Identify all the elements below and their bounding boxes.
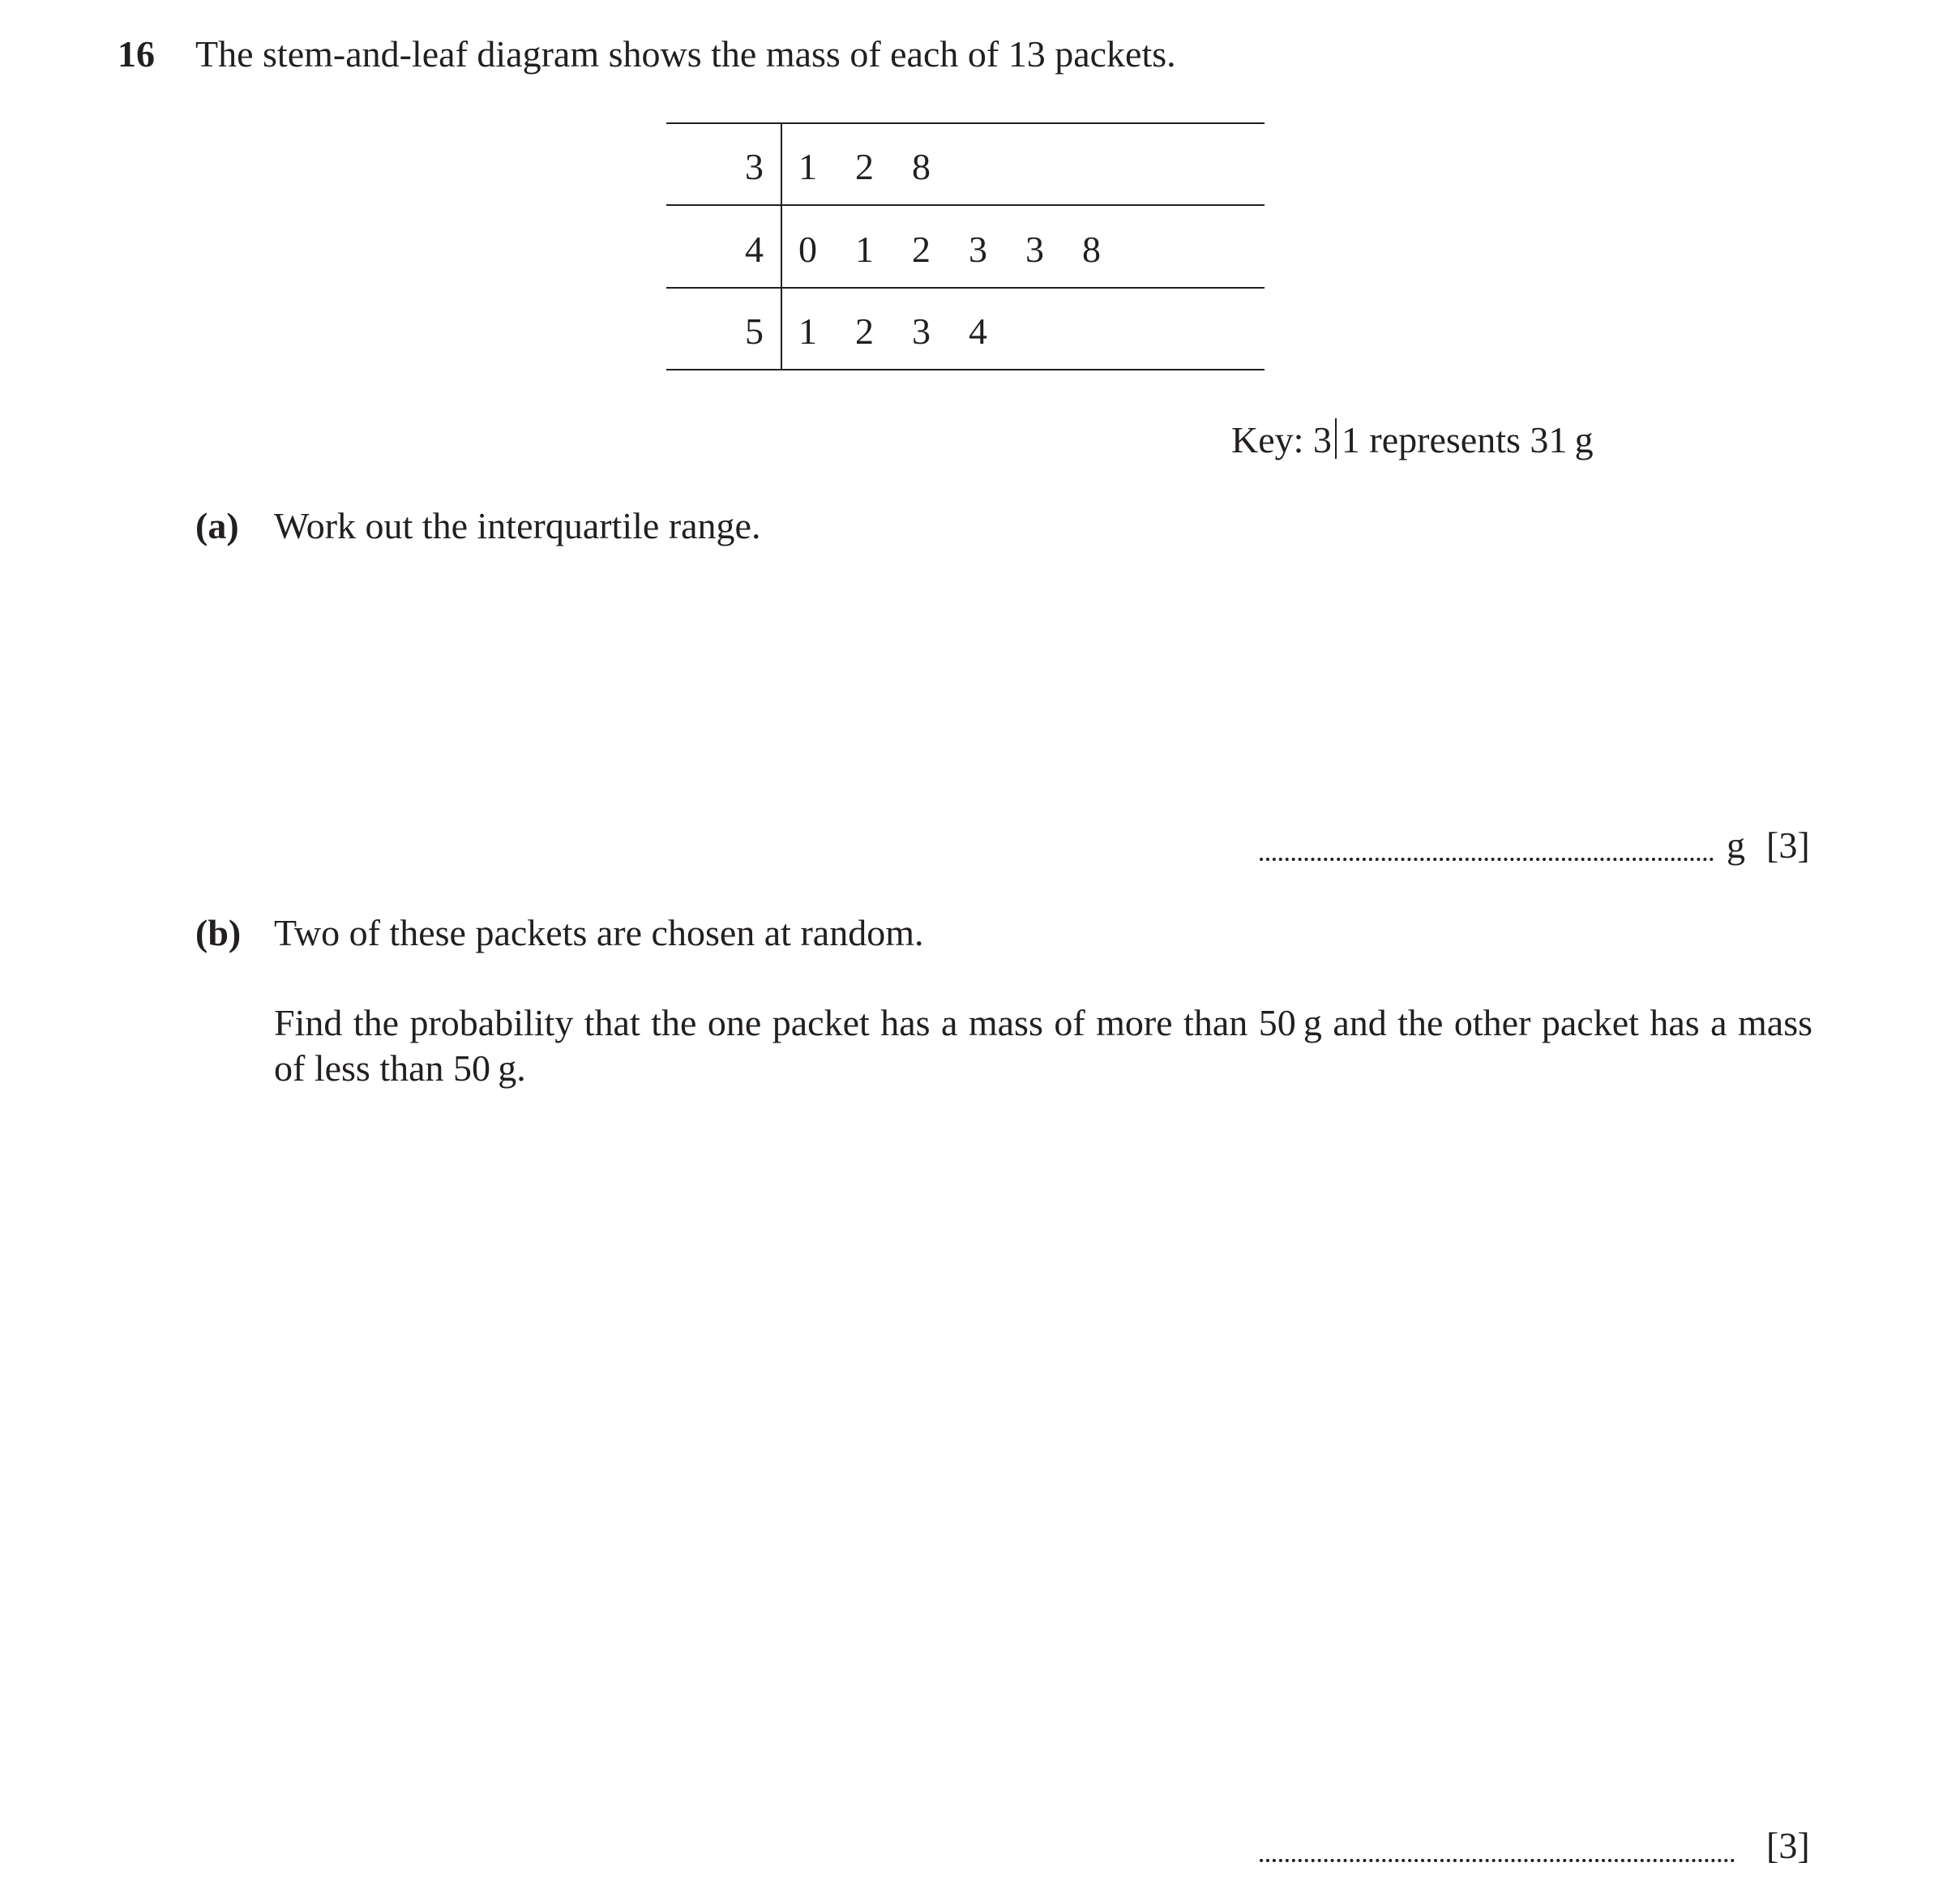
leaf-value: 8	[912, 146, 931, 187]
question-intro: The stem-and-leaf diagram shows the mass of each of 13 packets.	[195, 33, 1176, 75]
leaf-value: 3	[1025, 229, 1044, 270]
leaf-value: 3	[912, 310, 931, 352]
question-number: 16	[118, 33, 155, 75]
leaf-value: 0	[798, 229, 817, 270]
part-a-marks: [3]	[1766, 824, 1810, 866]
part-b-answer-line[interactable]	[1260, 1859, 1735, 1862]
part-b-question: Find the probability that the one packet has a mass of more than 50 g and the other packet has a mass of less than 50 g.	[274, 1002, 1812, 1089]
key-prefix: Key: 3	[1231, 419, 1332, 460]
stem-value: 4	[745, 229, 764, 270]
leaf-value: 3	[969, 229, 987, 270]
part-b-intro: Two of these packets are chosen at random.	[274, 912, 924, 953]
leaf-value: 1	[798, 146, 817, 187]
part-b-label: (b)	[195, 912, 242, 953]
part-a-label: (a)	[195, 505, 239, 546]
table-top-rule	[666, 122, 1265, 124]
stem-and-leaf-diagram	[666, 122, 1265, 370]
leaf-value: 4	[969, 310, 987, 352]
leaf-value: 2	[855, 310, 874, 352]
leaf-value: 1	[855, 229, 874, 270]
leaf-value: 1	[798, 310, 817, 352]
part-a-answer-unit: g	[1727, 824, 1745, 866]
leaf-value: 2	[855, 146, 874, 187]
table-bottom-rule	[666, 369, 1265, 370]
stem-value: 5	[745, 310, 764, 352]
diagram-key	[1231, 418, 1594, 459]
key-divider	[1335, 418, 1337, 459]
part-a-question: Work out the interquartile range.	[274, 505, 761, 546]
table-row-rule	[666, 204, 1265, 206]
leaf-value: 2	[912, 229, 931, 270]
stem-divider	[781, 122, 782, 370]
leaf-value: 8	[1082, 229, 1101, 270]
part-b-marks: [3]	[1766, 1825, 1810, 1866]
part-a-answer-line[interactable]	[1260, 858, 1714, 861]
key-suffix: 1 represents 31 g	[1341, 419, 1594, 460]
table-row-rule	[666, 287, 1265, 289]
stem-value: 3	[745, 146, 764, 187]
